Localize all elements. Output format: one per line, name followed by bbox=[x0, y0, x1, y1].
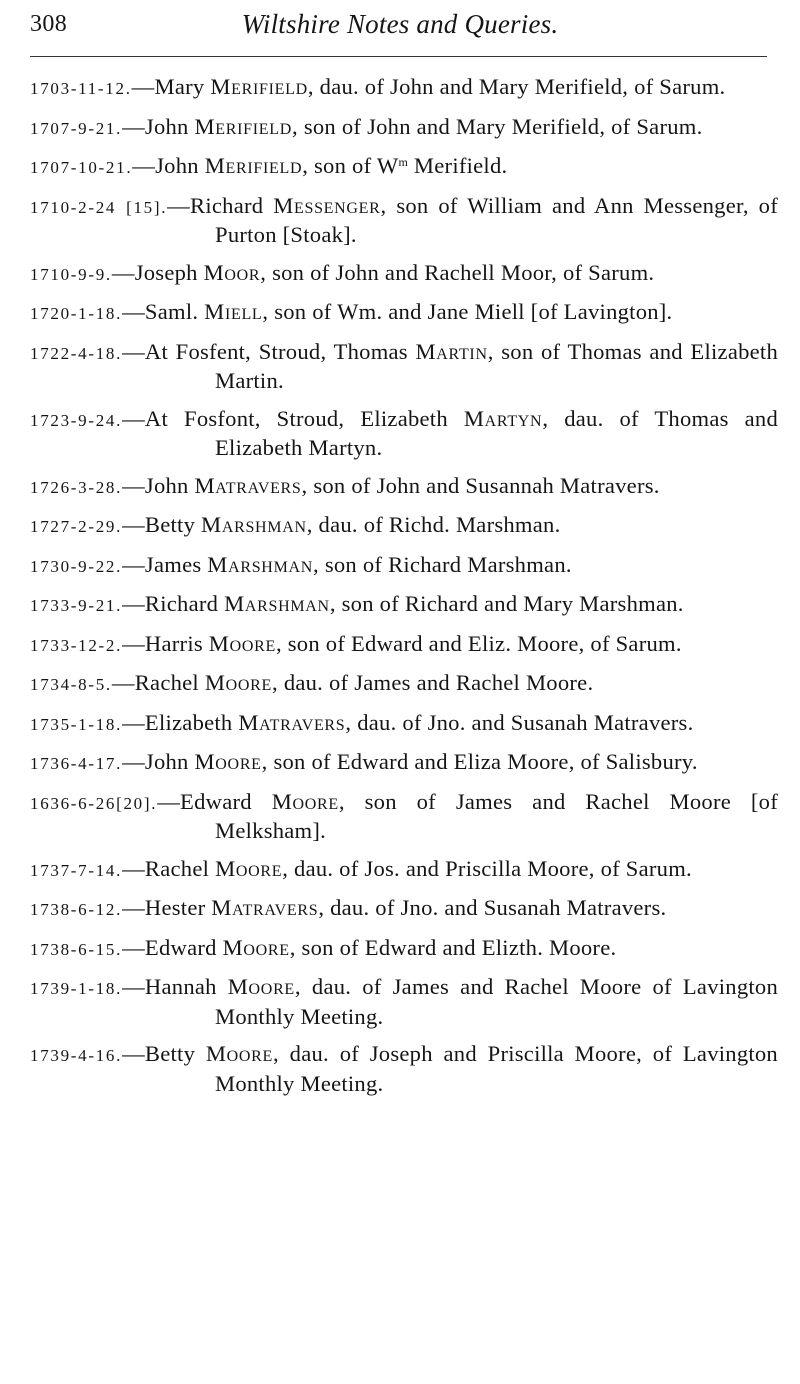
entry-details: , son of Thomas and Elizabeth Martin. bbox=[215, 338, 778, 393]
entry-date: 1738-6-15. bbox=[30, 939, 123, 959]
entry-lead-text: —Rachel bbox=[111, 670, 205, 695]
entry-details: , dau. of John and Mary Merifield, of Sarum. bbox=[307, 74, 726, 99]
register-entry bbox=[30, 894, 778, 924]
entry-details: , son of Edward and Eliz. Moore, of Sarum. bbox=[275, 630, 682, 656]
entry-date: 1733-9-21. bbox=[30, 596, 123, 615]
entry-details: , son of John and Susannah Matravers. bbox=[301, 472, 660, 498]
entry-surname: Matravers bbox=[194, 472, 302, 498]
register-entry bbox=[30, 192, 778, 249]
entry-surname: Marshman bbox=[207, 551, 314, 577]
entry-lead-text: —Edward bbox=[122, 934, 223, 960]
running-title: Wiltshire Notes and Queries. bbox=[241, 9, 559, 39]
entry-details: , dau. of James and Rachel Moore. bbox=[272, 670, 594, 695]
entry-details: , son of Edward and Eliza Moore, of Salisbury. bbox=[261, 749, 698, 774]
entry-date: 1636-6-26[20]. bbox=[30, 793, 158, 813]
entry-lead-text: —Harris bbox=[122, 630, 209, 656]
entry-date: 1739-1-18. bbox=[30, 979, 123, 998]
entry-lead-text: —Betty bbox=[122, 1041, 206, 1066]
entry-details: , dau. of Thomas and Elizabeth Martyn. bbox=[215, 405, 779, 460]
entry-details: , son of Edward and Elizth. Moore. bbox=[289, 934, 617, 960]
entry-date: 1733-12-2. bbox=[30, 635, 123, 655]
register-entry bbox=[30, 113, 778, 143]
entry-lead-text: —Rachel bbox=[122, 855, 216, 881]
entry-date: 1707-10-21. bbox=[30, 158, 133, 177]
entry-lead-text: —Elizabeth bbox=[122, 709, 239, 735]
entry-lead-text: —At Fosfent, Stroud, Thomas bbox=[122, 338, 416, 364]
entry-details: , son of John and Mary Merifield, of Sarum. bbox=[292, 113, 703, 139]
entry-lead-text: —Richard bbox=[122, 591, 225, 616]
entry-lead-text: —John bbox=[122, 749, 195, 774]
entry-lead-text: —Hannah bbox=[122, 974, 228, 999]
entry-details: , son of William and Ann Messenger, of Purton [Stoak]. bbox=[215, 192, 778, 247]
entry-date: 1730-9-22. bbox=[30, 556, 123, 576]
entry-details: , son of James and Rachel Moore [of Melksham]. bbox=[215, 788, 778, 843]
entry-details: , son of Richard Marshman. bbox=[313, 551, 572, 577]
entry-surname: Moore bbox=[215, 855, 283, 881]
entry-date: 1710-2-24 [15]. bbox=[30, 197, 168, 217]
entry-lead-text: —James bbox=[122, 551, 208, 577]
entry-date: 1722-4-18. bbox=[30, 343, 123, 363]
entry-surname: Moore bbox=[222, 934, 290, 960]
entry-date: 1703-11-12. bbox=[30, 79, 132, 98]
register-entry bbox=[30, 709, 778, 739]
register-entry bbox=[30, 73, 778, 103]
register-entry bbox=[30, 472, 778, 502]
entry-surname: Moore bbox=[271, 788, 339, 814]
register-entry bbox=[30, 338, 778, 395]
entry-surname: Moor bbox=[203, 259, 261, 285]
entry-surname: Moore bbox=[194, 749, 262, 774]
entry-lead-text: —Richard bbox=[167, 192, 274, 218]
entry-lead-text: —John bbox=[132, 153, 205, 178]
register-entry bbox=[30, 855, 778, 885]
entry-surname: Merifield bbox=[210, 74, 308, 99]
entry-date: 1707-9-21. bbox=[30, 118, 123, 138]
entry-details: , dau. of Jos. and Priscilla Moore, of Sarum. bbox=[282, 855, 692, 881]
entry-lead-text: —John bbox=[122, 113, 195, 139]
entry-surname: Martyn bbox=[463, 405, 543, 431]
entry-surname: Marshman bbox=[201, 512, 307, 537]
entry-details: , son of Richard and Mary Marshman. bbox=[329, 591, 684, 616]
superscript-m: m bbox=[398, 155, 409, 169]
entry-lead-text: —Hester bbox=[122, 895, 212, 920]
entry-lead-text: —Saml. bbox=[122, 299, 205, 324]
register-entry bbox=[30, 788, 778, 845]
entry-date: 1710-9-9. bbox=[30, 264, 112, 284]
entry-lead-text: —Betty bbox=[122, 512, 202, 537]
entry-details: , dau. of James and Rachel Moore of Lavington Monthly Meeting. bbox=[215, 974, 778, 1029]
entry-details-end: Merifield. bbox=[408, 153, 508, 178]
entry-details: , dau. of Jno. and Susanah Matravers. bbox=[318, 895, 667, 920]
register-entry bbox=[30, 590, 778, 620]
register-entry bbox=[30, 152, 778, 182]
entry-date: 1727-2-29. bbox=[30, 517, 123, 536]
entry-surname: Moore bbox=[227, 974, 295, 999]
register-entry bbox=[30, 259, 778, 289]
entry-surname: Messenger bbox=[273, 192, 381, 218]
entry-date: 1739-4-16. bbox=[30, 1046, 123, 1065]
entry-surname: Marshman bbox=[224, 591, 330, 616]
register-entry bbox=[30, 511, 778, 541]
entry-surname: Miell bbox=[204, 299, 263, 324]
entry-date: 1738-6-12. bbox=[30, 900, 123, 919]
register-entry bbox=[30, 1040, 778, 1097]
entry-surname: Moore bbox=[205, 1041, 274, 1066]
page-number: 308 bbox=[30, 11, 68, 37]
entry-date: 1736-4-17. bbox=[30, 754, 123, 773]
entry-surname: Matravers bbox=[238, 709, 346, 735]
entry-details: , dau. of Jno. and Susanah Matravers. bbox=[345, 709, 694, 735]
entry-details: , son of Wm. and Jane Miell [of Lavington]. bbox=[262, 299, 673, 324]
entry-surname: Moore bbox=[208, 630, 276, 656]
register-entry bbox=[30, 973, 778, 1030]
page-header bbox=[30, 10, 770, 46]
entry-surname: Moore bbox=[204, 670, 273, 695]
register-entry bbox=[30, 405, 778, 462]
entry-date: 1726-3-28. bbox=[30, 477, 123, 497]
register-entry bbox=[30, 934, 778, 964]
entry-surname: Matravers bbox=[211, 895, 319, 920]
entry-lead-text: —Edward bbox=[157, 788, 272, 814]
register-entry bbox=[30, 298, 778, 328]
register-entry bbox=[30, 551, 778, 581]
entry-date: 1735-1-18. bbox=[30, 714, 123, 734]
entry-details: , dau. of Joseph and Priscilla Moore, of Lavington Monthly Meeting. bbox=[215, 1041, 778, 1096]
register-entry bbox=[30, 630, 778, 660]
entry-details: , son of John and Rachell Moor, of Sarum. bbox=[260, 259, 655, 285]
entry-details: , dau. of Richd. Marshman. bbox=[306, 512, 561, 537]
baptism-register-list bbox=[30, 73, 778, 1107]
entry-surname: Merifield bbox=[194, 113, 293, 139]
entry-lead-text: —John bbox=[122, 472, 195, 498]
register-entry bbox=[30, 669, 778, 699]
entry-date: 1737-7-14. bbox=[30, 860, 123, 880]
entry-surname: Martin bbox=[415, 338, 488, 364]
entry-lead-text: —Joseph bbox=[111, 259, 204, 285]
register-entry bbox=[30, 748, 778, 778]
entry-date: 1723-9-24. bbox=[30, 410, 123, 430]
entry-lead-text: —Mary bbox=[131, 74, 211, 99]
entry-details: , son of W bbox=[302, 153, 399, 178]
entry-date: 1734-8-5. bbox=[30, 675, 112, 694]
entry-date: 1720-1-18. bbox=[30, 304, 123, 323]
entry-surname: Merifield bbox=[204, 153, 303, 178]
header-rule bbox=[30, 56, 767, 57]
entry-lead-text: —At Fosfont, Stroud, Elizabeth bbox=[122, 405, 464, 431]
